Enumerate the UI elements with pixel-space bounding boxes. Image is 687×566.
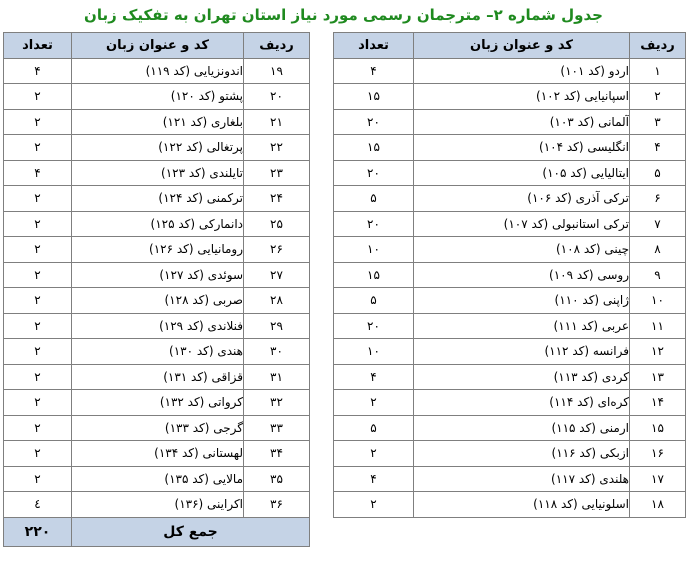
- translator-count: ۵: [334, 186, 414, 212]
- row-number: ۲۶: [244, 237, 310, 263]
- translator-count: ۱۵: [334, 84, 414, 110]
- translator-count: ۴: [334, 58, 414, 84]
- translator-count: ۲: [4, 186, 72, 212]
- table-row: [334, 390, 686, 416]
- table-row: [4, 466, 310, 492]
- header-count: تعداد: [4, 33, 72, 59]
- table-row: [334, 415, 686, 441]
- language-name: کرواتی (کد ۱۳۲): [72, 390, 244, 416]
- row-number: ۹: [630, 262, 686, 288]
- translator-count: ۲: [334, 441, 414, 467]
- language-name: ازبکی (کد ۱۱۶): [414, 441, 630, 467]
- translator-count: ۴: [4, 58, 72, 84]
- row-number: ۷: [630, 211, 686, 237]
- row-number: ۱۴: [630, 390, 686, 416]
- language-name: اردو (کد ۱۰۱): [414, 58, 630, 84]
- languages-table-right: [333, 32, 686, 518]
- table-row: [334, 58, 686, 84]
- language-name: اندونزیایی (کد ۱۱۹): [72, 58, 244, 84]
- header-row: [4, 33, 310, 59]
- language-name: کردی (کد ۱۱۳): [414, 364, 630, 390]
- row-number: ۳۴: [244, 441, 310, 467]
- row-number: ۸: [630, 237, 686, 263]
- language-name: رومانیایی (کد ۱۲۶): [72, 237, 244, 263]
- header-count: تعداد: [334, 33, 414, 59]
- row-number: ۳۵: [244, 466, 310, 492]
- language-name: تایلندی (کد ۱۲۳): [72, 160, 244, 186]
- table-row: [334, 135, 686, 161]
- language-name: ترکمنی (کد ۱۲۴): [72, 186, 244, 212]
- row-number: ۳۱: [244, 364, 310, 390]
- translator-count: ۲: [4, 262, 72, 288]
- languages-table-left: [3, 32, 310, 547]
- table-row: [334, 109, 686, 135]
- language-name: فرانسه (کد ۱۱۲): [414, 339, 630, 365]
- translator-count: ۲: [334, 492, 414, 518]
- language-name: چینی (کد ۱۰۸): [414, 237, 630, 263]
- table-row: [4, 390, 310, 416]
- language-name: پرتغالی (کد ۱۲۲): [72, 135, 244, 161]
- header-language: کد و عنوان زبان: [72, 33, 244, 59]
- translator-count: ۵: [334, 415, 414, 441]
- language-name: پشتو (کد ۱۲۰): [72, 84, 244, 110]
- translator-count: ۲: [334, 390, 414, 416]
- table-row: [334, 492, 686, 518]
- language-name: ژاپنی (کد ۱۱۰): [414, 288, 630, 314]
- language-name: هندی (کد ۱۳۰): [72, 339, 244, 365]
- row-number: ۳۳: [244, 415, 310, 441]
- total-value: ۲۲۰: [4, 517, 72, 546]
- translator-count: ۲: [4, 415, 72, 441]
- row-number: ۲۸: [244, 288, 310, 314]
- translator-count: ۲: [4, 390, 72, 416]
- table-row: [4, 492, 310, 518]
- translator-count: ۲۰: [334, 109, 414, 135]
- row-number: ۴: [630, 135, 686, 161]
- row-number: ۱: [630, 58, 686, 84]
- translator-count: ۴: [334, 364, 414, 390]
- table-row: [4, 364, 310, 390]
- table-row: [334, 160, 686, 186]
- table-row: [4, 109, 310, 135]
- translator-count: ۲: [4, 84, 72, 110]
- row-number: ۲۰: [244, 84, 310, 110]
- translator-count: ٤: [4, 492, 72, 518]
- language-name: لهستانی (کد ۱۳۴): [72, 441, 244, 467]
- translator-count: ۲: [4, 441, 72, 467]
- row-number: ۶: [630, 186, 686, 212]
- translator-count: ۲: [4, 109, 72, 135]
- table-row: [4, 288, 310, 314]
- language-name: روسی (کد ۱۰۹): [414, 262, 630, 288]
- language-name: ترکی آذری (کد ۱۰۶): [414, 186, 630, 212]
- translator-count: ۴: [4, 160, 72, 186]
- row-number: ۲۹: [244, 313, 310, 339]
- table-row: [4, 186, 310, 212]
- table-row: [4, 262, 310, 288]
- translator-count: ۱۵: [334, 135, 414, 161]
- translator-count: ۵: [334, 288, 414, 314]
- row-number: ۳: [630, 109, 686, 135]
- header-row: [334, 33, 686, 59]
- header-row-number: ردیف: [630, 33, 686, 59]
- translator-count: ۲: [4, 288, 72, 314]
- row-number: ۱۵: [630, 415, 686, 441]
- table-row: [334, 364, 686, 390]
- translator-count: ۲: [4, 364, 72, 390]
- row-number: ۱۰: [630, 288, 686, 314]
- row-number: ۱۳: [630, 364, 686, 390]
- row-number: ۵: [630, 160, 686, 186]
- translator-count: ۱۵: [334, 262, 414, 288]
- table-row: [4, 313, 310, 339]
- translator-count: ۴: [334, 466, 414, 492]
- language-name: اسپانیایی (کد ۱۰۲): [414, 84, 630, 110]
- translator-count: ۲۰: [334, 313, 414, 339]
- table-row: [334, 262, 686, 288]
- language-name: آلمانی (کد ۱۰۳): [414, 109, 630, 135]
- translator-count: ۲: [4, 135, 72, 161]
- row-number: ۱۶: [630, 441, 686, 467]
- language-name: صربی (کد ۱۲۸): [72, 288, 244, 314]
- table-row: [334, 441, 686, 467]
- translator-count: ۱۰: [334, 237, 414, 263]
- row-number: ۱۱: [630, 313, 686, 339]
- translator-count: ۲: [4, 339, 72, 365]
- row-number: ۲۱: [244, 109, 310, 135]
- row-number: ۳۶: [244, 492, 310, 518]
- table-row: [334, 313, 686, 339]
- table-row: [334, 466, 686, 492]
- language-name: عربی (کد ۱۱۱): [414, 313, 630, 339]
- language-name: فنلاندی (کد ۱۲۹): [72, 313, 244, 339]
- table-row: [4, 160, 310, 186]
- language-name: ایتالیایی (کد ۱۰۵): [414, 160, 630, 186]
- language-name: ترکی استانبولی (کد ۱۰۷): [414, 211, 630, 237]
- header-row-number: ردیف: [244, 33, 310, 59]
- language-name: کره‌ای (کد ۱۱۴): [414, 390, 630, 416]
- table-row: [4, 415, 310, 441]
- language-name: ارمنی (کد ۱۱۵): [414, 415, 630, 441]
- table-row: [334, 339, 686, 365]
- table-row: [4, 135, 310, 161]
- table-row: [4, 211, 310, 237]
- table-row: [334, 237, 686, 263]
- row-number: ۱۷: [630, 466, 686, 492]
- row-number: ۲۵: [244, 211, 310, 237]
- translator-count: ۲: [4, 237, 72, 263]
- language-name: اکراینی (۱۳۶): [72, 492, 244, 518]
- table-row: [4, 84, 310, 110]
- row-number: ۲۳: [244, 160, 310, 186]
- row-number: ۳۲: [244, 390, 310, 416]
- translator-count: ۲: [4, 211, 72, 237]
- translator-count: ۱۰: [334, 339, 414, 365]
- table-row: [334, 288, 686, 314]
- row-number: ۲: [630, 84, 686, 110]
- table-row: [334, 211, 686, 237]
- translator-count: ۲۰: [334, 211, 414, 237]
- language-name: مالایی (کد ۱۳۵): [72, 466, 244, 492]
- language-name: دانمارکی (کد ۱۲۵): [72, 211, 244, 237]
- row-number: ۳۰: [244, 339, 310, 365]
- header-language: کد و عنوان زبان: [414, 33, 630, 59]
- translator-count: ۲۰: [334, 160, 414, 186]
- table-row: [4, 237, 310, 263]
- row-number: ۲۷: [244, 262, 310, 288]
- table-title: جدول شماره ۲– مترجمان رسمی مورد نیاز استان تهران به تفکیک زبان: [84, 6, 603, 24]
- table-row: [334, 84, 686, 110]
- translator-count: ۲: [4, 466, 72, 492]
- table-row: [4, 339, 310, 365]
- language-name: اسلونیایی (کد ۱۱۸): [414, 492, 630, 518]
- row-number: ۲۴: [244, 186, 310, 212]
- language-name: قزاقی (کد ۱۳۱): [72, 364, 244, 390]
- total-row: [4, 517, 310, 546]
- table-row: [334, 186, 686, 212]
- row-number: ۱۲: [630, 339, 686, 365]
- language-name: گرجی (کد ۱۳۳): [72, 415, 244, 441]
- translator-count: ۲: [4, 313, 72, 339]
- row-number: ۲۲: [244, 135, 310, 161]
- table-row: [4, 441, 310, 467]
- language-name: سوئدی (کد ۱۲۷): [72, 262, 244, 288]
- total-label: جمع کل: [72, 517, 310, 546]
- language-name: بلغاری (کد ۱۲۱): [72, 109, 244, 135]
- row-number: ۱۸: [630, 492, 686, 518]
- table-row: [4, 58, 310, 84]
- language-name: هلندی (کد ۱۱۷): [414, 466, 630, 492]
- language-name: انگلیسی (کد ۱۰۴): [414, 135, 630, 161]
- row-number: ۱۹: [244, 58, 310, 84]
